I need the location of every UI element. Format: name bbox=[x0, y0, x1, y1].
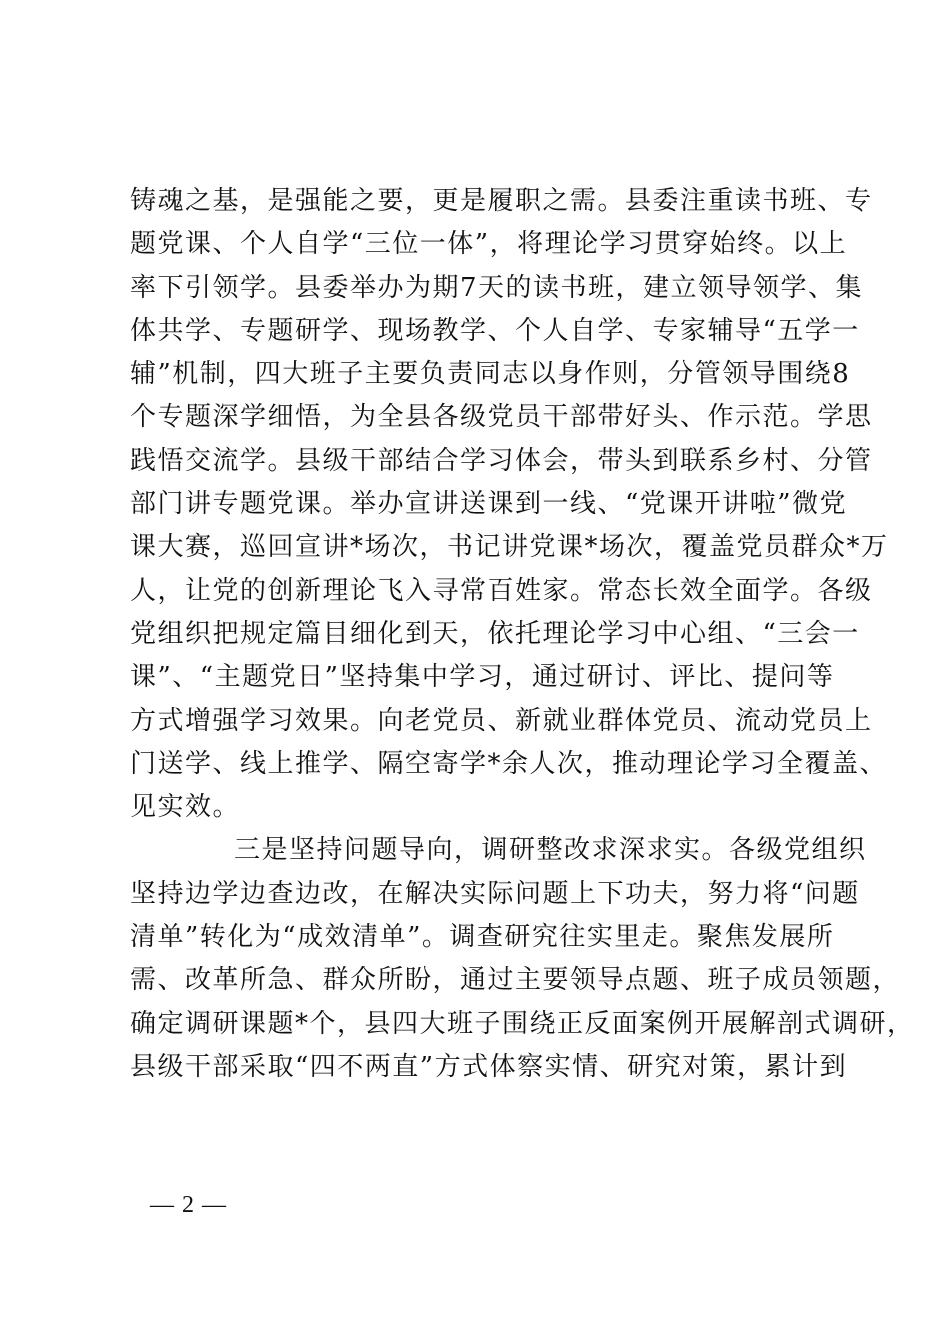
section-heading-line: 三是坚持问题导向，调研整改求深求实。各级党组织 bbox=[234, 835, 867, 866]
text-line: 铸魂之基，是强能之要，更是履职之需。县委注重读书班、专 bbox=[130, 186, 873, 216]
text-line: 体共学、专题研学、现场教学、个人自学、专家辅导“五学一 bbox=[130, 315, 860, 346]
text-line: 践悟交流学。县级干部结合学习体会，带头到联系乡村、分管 bbox=[130, 445, 873, 476]
text-line: 清单”转化为“成效清单”。调查研究往实里走。聚焦发展所 bbox=[130, 922, 835, 953]
text-line: 党组织把规定篇目细化到天，依托理论学习中心组、“三会一 bbox=[130, 618, 860, 649]
text-line: 课大赛，巡回宣讲*场次，书记讲党课*场次，覆盖党员群众*万 bbox=[130, 532, 889, 563]
text-line: 门送学、线上推学、隔空寄学*余人次，推动理论学习全覆盖、 bbox=[130, 748, 888, 779]
text-line: 个专题深学细悟，为全县各级党员干部带好头、作示范。学思 bbox=[130, 402, 873, 433]
text-line: 人，让党的创新理论飞入寻常百姓家。常态长效全面学。各级 bbox=[130, 575, 873, 606]
text-line: 率下引领学。县委举办为期7天的读书班，建立领导领学、集 bbox=[130, 272, 864, 303]
text-line: 辅”机制，四大班子主要负责同志以身作则，分管领导围绕8 bbox=[130, 359, 851, 390]
text-line: 确定调研课题*个，县四大班子围绕正反面案例开展解剖式调研， bbox=[130, 1008, 915, 1039]
page-number: — 2 — bbox=[150, 1192, 227, 1218]
text-line: 县级干部采取“四不两直”方式体察实情、研究对策，累计到 bbox=[130, 1051, 848, 1082]
text-line: 题党课、个人自学“三位一体”，将理论学习贯穿始终。以上 bbox=[130, 229, 848, 260]
text-line: 坚持边学边查边改，在解决实际问题上下功夫，努力将“问题 bbox=[130, 878, 860, 909]
text-line: 课”、“主题党日”坚持集中学习，通过研讨、评比、提问等 bbox=[130, 662, 835, 693]
text-line: 见实效。 bbox=[130, 792, 241, 823]
text-line: 方式增强学习效果。向老党员、新就业群体党员、流动党员上 bbox=[130, 705, 873, 736]
text-line: 部门讲专题党课。举办宣讲送课到一线、“党课开讲啦”微党 bbox=[130, 489, 848, 520]
text-line: 需、改革所急、群众所盼，通过主要领导点题、班子成员领题， bbox=[130, 965, 901, 996]
body-text bbox=[130, 180, 915, 1089]
